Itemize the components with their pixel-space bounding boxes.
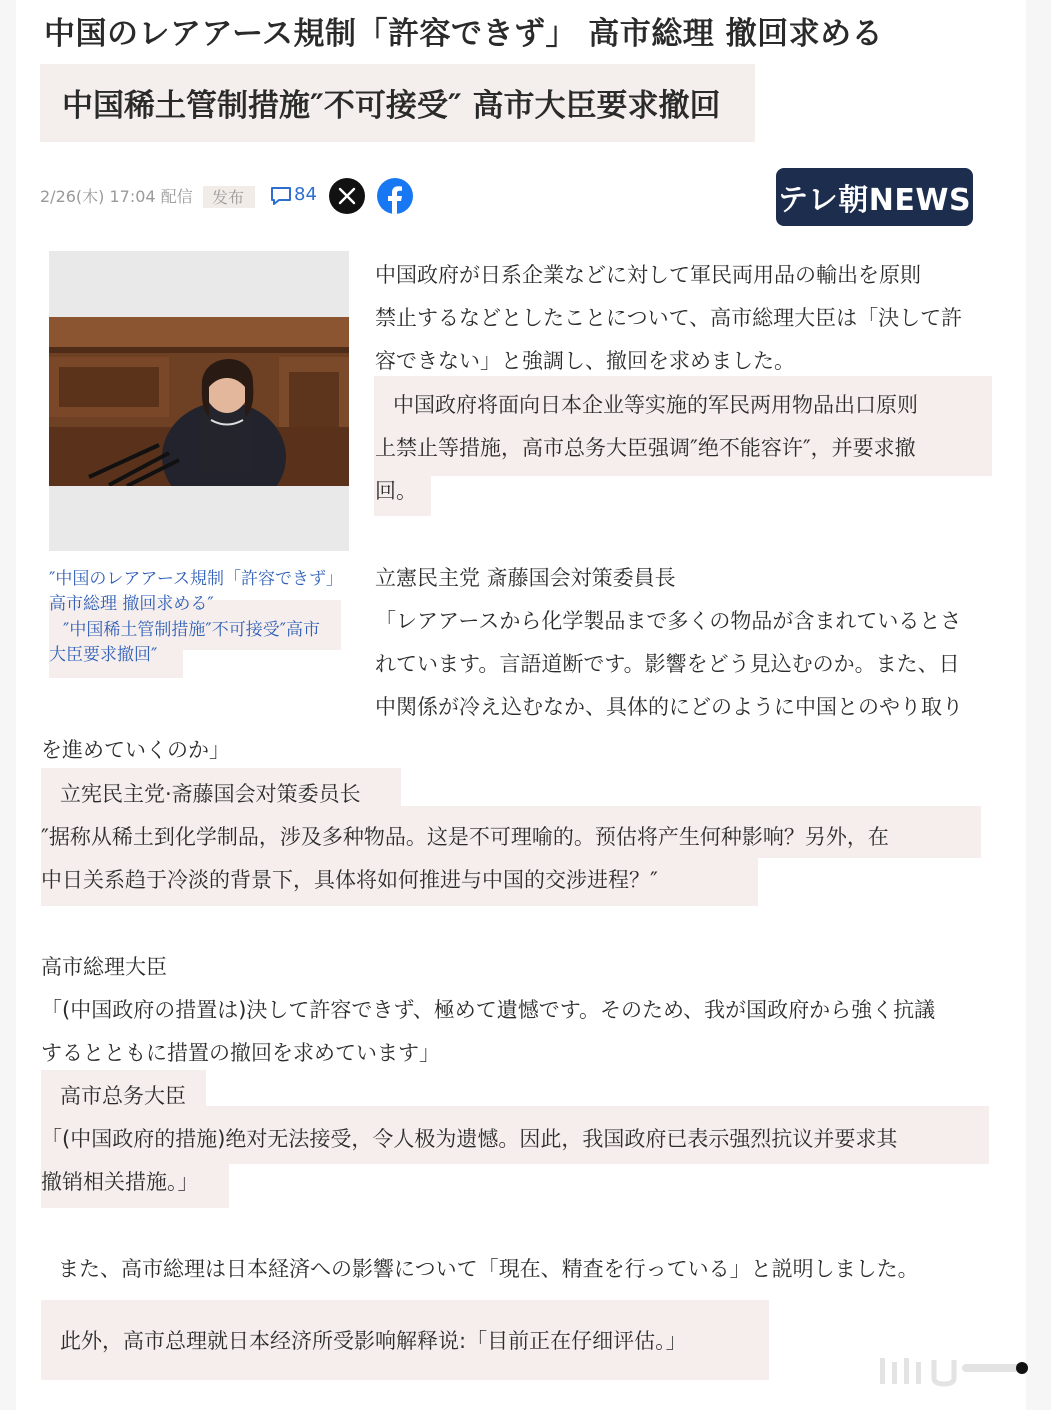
translation-text-line: 撤销相关措施。」	[41, 1170, 199, 1194]
comment-icon[interactable]	[270, 186, 292, 206]
body-text-line: 「レアアースから化学製品まで多くの物品が含まれているとさ	[375, 609, 962, 633]
speaker-label: 高市総理大臣	[41, 955, 167, 979]
body-text-line: 中関係が冷え込むなか、具体的にどのように中国とのやり取り	[375, 695, 963, 719]
photo-caption-line: 高市総理 撤回求める″	[49, 594, 214, 614]
translation-speaker-label: 立宪民主党·斋藤国会对策委员长	[60, 782, 361, 806]
tag-label: 发布	[212, 188, 245, 207]
translation-text-line: 此外，高市总理就日本经济所受影响解释说:「目前正在仔细评估。」	[60, 1329, 687, 1353]
x-logo-icon	[338, 187, 356, 205]
publish-date: 2/26(木) 17:04 配信	[40, 187, 193, 206]
body-text-line: 禁止するなどとしたことについて、高市総理大臣は「決して許	[375, 306, 963, 330]
tv-asahi-news-logo[interactable]: テレ朝NEWS	[776, 168, 973, 226]
facebook-logo-icon	[377, 178, 413, 214]
photo-illustration	[49, 317, 349, 486]
translation-text-line: 上禁止等措施，高市总务大臣强调″绝不能容许″，并要求撤	[375, 436, 916, 460]
translation-text-line: 「(中国政府的措施)绝对无法接受，令人极为遗憾。因此，我国政府已表示强烈抗议并要求其	[41, 1127, 898, 1151]
comment-count[interactable]: 84	[294, 184, 317, 205]
translation-text-line: 回。	[375, 479, 417, 503]
translation-speaker-label: 高市总务大臣	[60, 1084, 186, 1108]
body-text-line: また、高市総理は日本経済への影響について「現在、精査を行っている」と説明しました。	[58, 1257, 919, 1281]
translation-text-line: 中日关系趋于冷淡的背景下，具体将如何推进与中国的交涉进程？″	[41, 868, 658, 892]
body-text-line: 容できない」と強調し、撤回を求めました。	[375, 349, 795, 373]
body-text-line: を進めていくのか」	[41, 738, 230, 762]
headline-chinese: 中国稀土管制措施″不可接受″ 高市大臣要求撤回	[62, 88, 721, 124]
speaker-label: 立憲民主党 斎藤国会対策委員長	[375, 566, 676, 590]
headline-japanese: 中国のレアアース規制「許容できず」 高市総理 撤回求める	[44, 16, 884, 52]
photo-caption-translation-line: ″中国稀土管制措施″不可接受″高市	[63, 620, 321, 640]
facebook-share-button[interactable]	[377, 178, 413, 214]
body-text-line: するとともに措置の撤回を求めています」	[41, 1041, 440, 1065]
translation-text-line: ″据称从稀土到化学制品，涉及多种物品。这是不可理喻的。预估将产生何种影响？另外，在	[41, 825, 889, 849]
watermark-scribble	[872, 1352, 1032, 1388]
body-text-line: れています。言語道断です。影響をどう見込むのか。また、日	[375, 652, 960, 676]
photo-caption-translation-line: 大臣要求撤回″	[49, 645, 158, 665]
body-text-line: 「(中国政府の措置は)決して許容できず、極めて遺憾です。そのため、我が国政府から強く抗議	[41, 998, 936, 1022]
translation-text-line: 中国政府将面向日本企业等实施的军民两用物品出口原则	[393, 393, 918, 417]
x-share-button[interactable]	[329, 178, 365, 214]
body-text-line: 中国政府が日系企業などに対して軍民両用品の輸出を原則	[375, 263, 921, 287]
article-photo[interactable]	[49, 317, 349, 486]
photo-caption-line: ″中国のレアアース規制「許容できず」	[49, 569, 343, 589]
